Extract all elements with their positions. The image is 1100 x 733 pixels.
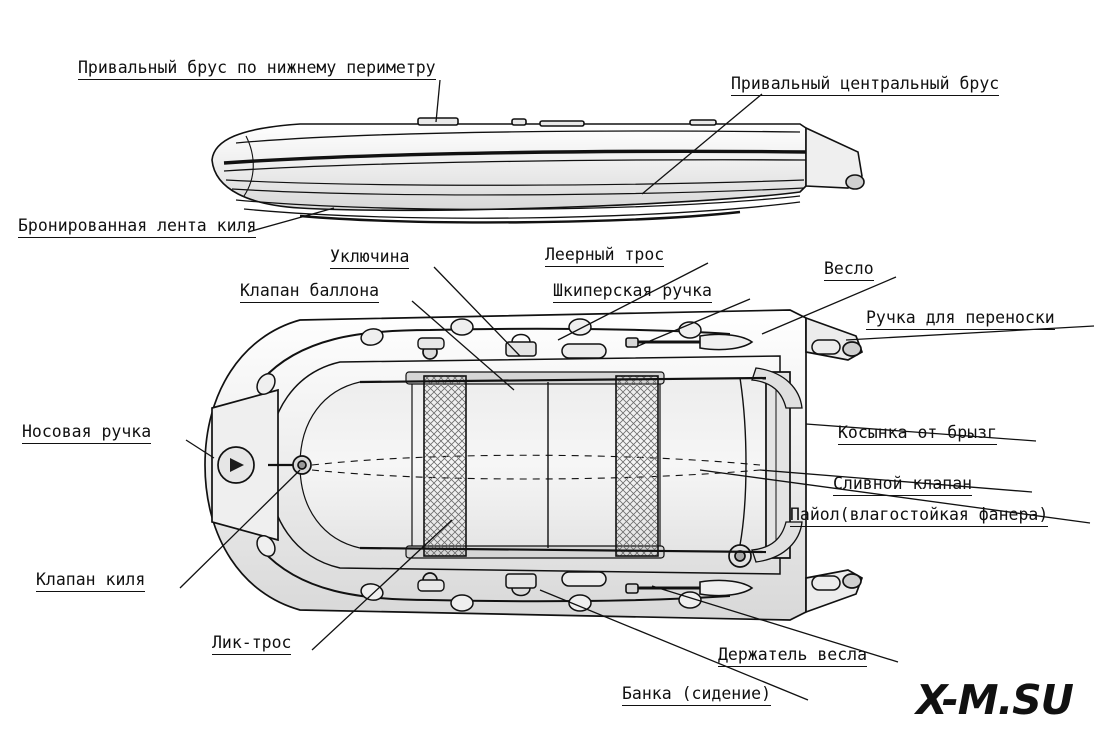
carry-handle-top	[812, 340, 840, 354]
top-floor-area	[300, 378, 766, 552]
label-seat: Банка (сидение)	[622, 684, 771, 706]
side-deck-fitting-1	[418, 118, 458, 125]
label-skipper-handle: Шкиперская ручка	[553, 281, 712, 303]
label-drain-valve: Сливной клапан	[833, 474, 972, 496]
label-bolt-rope: Лик-трос	[212, 633, 291, 655]
label-oarlock: Уключина	[330, 247, 409, 269]
label-oar: Весло	[824, 259, 874, 281]
top-view-group	[205, 310, 862, 620]
skipper-handle-top	[562, 344, 606, 358]
side-stern-cap	[846, 175, 864, 189]
label-carry-handle: Ручка для переноски	[866, 308, 1055, 330]
side-deck-fitting-2	[512, 119, 526, 125]
leader-l1	[436, 80, 440, 122]
label-keel-armour-tape: Бронированная лента киля	[18, 216, 256, 238]
label-rubrail-central: Привальный центральный брус	[731, 74, 999, 96]
seat-forward	[424, 376, 466, 556]
label-keel-valve: Клапан киля	[36, 570, 145, 592]
carry-handle-bottom	[812, 576, 840, 590]
label-splash-guard: Косынка от брызг	[838, 423, 997, 445]
side-view-group	[212, 118, 864, 222]
label-oar-holder: Держатель весла	[718, 645, 867, 667]
keel-valve-core	[298, 461, 306, 469]
label-bow-handle: Носовая ручка	[22, 422, 151, 444]
oar-holder-bottom	[418, 580, 444, 591]
oar-holder-top	[418, 338, 444, 349]
label-lifeline-rope: Леерный трос	[545, 245, 664, 267]
skipper-handle-bottom	[562, 572, 606, 586]
stern-cap-bottom	[843, 574, 861, 588]
leader-l3	[248, 208, 334, 232]
label-floorboard-plywood: Пайол(влагостойкая фанера)	[790, 505, 1048, 527]
stern-cap-top	[843, 342, 861, 356]
label-rubrail-lower-perimeter: Привальный брус по нижнему периметру	[78, 58, 436, 80]
side-deck-fitting-3	[540, 121, 584, 126]
side-deck-fitting-4	[690, 120, 716, 125]
label-tube-valve: Клапан баллона	[240, 281, 379, 303]
watermark: X-M.SU	[916, 676, 1073, 724]
seat-aft	[616, 376, 658, 556]
